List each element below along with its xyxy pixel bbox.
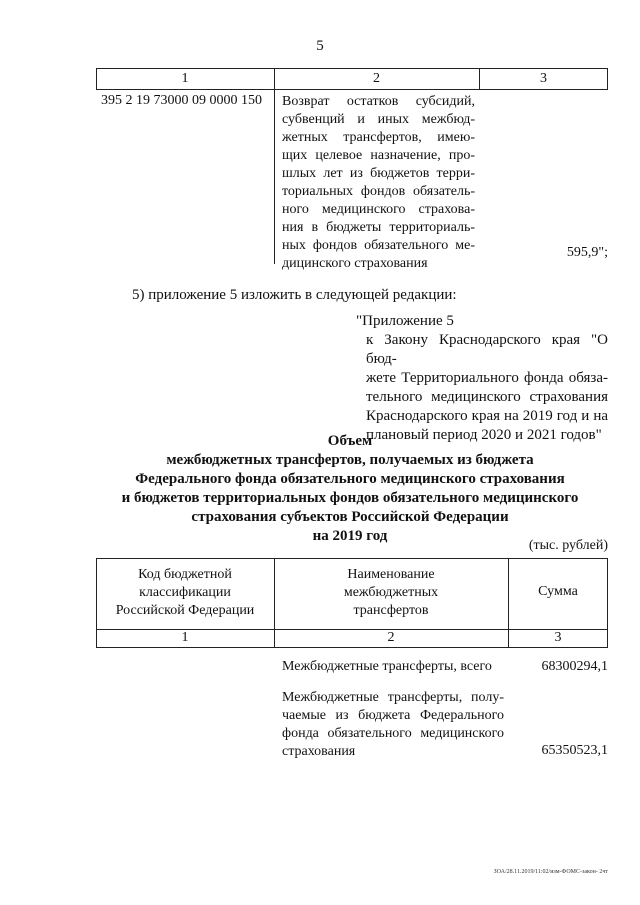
title-line: Федерального фонда обязательного медицинского страхования [135,471,565,487]
header-name [274,566,508,620]
row-name: Межбюджетные трансферты, всего [282,659,492,674]
annex-line: к Закону Краснодарского края "О бюд- [366,332,608,367]
name-line: дицинского страхования [282,256,428,271]
row-amount: 68300294,1 [541,659,608,674]
footer-stamp: ЗОА/28.11.2019/11:02/изм-ФОМС-закон- 2чт [493,869,608,875]
header-code [96,566,274,620]
transfer-name [282,93,475,273]
header-line: Российской Федерации [115,603,255,618]
name-line: ториальных фондов обязатель- [282,184,475,199]
annex-line: Краснодарского края на 2019 год и на [366,408,608,424]
name-line: шлых лет из бюджетов терри- [282,166,475,181]
units-label: (тыс. рублей) [528,538,608,553]
amount: 595,9"; [566,245,608,260]
name-line: Возврат остатков субсидий, [282,94,475,109]
header-amount: Сумма [538,584,578,599]
name-line: ного медицинского страхова- [282,202,475,217]
row-name-line: чаемые из бюджета Федерального [282,708,504,723]
title-line: и бюджетов территориальных фондов обязательного медицинского [121,490,579,506]
name-line: субвенций и иных межбюд- [282,112,475,127]
header-col-1: 1 [181,71,189,86]
column-number: 2 [387,630,395,645]
name-line: ния в бюджеты территориаль- [282,220,475,235]
column-divider [274,68,275,264]
name-line: ных фондов обязательного ме- [282,238,475,253]
amendment-item: 5) приложение 5 изложить в следующей редакции: [132,287,457,303]
budget-code: 395 2 19 73000 09 0000 150 [101,93,262,108]
header-line: классификации [139,585,231,600]
column-number: 3 [554,630,562,645]
annex-line: плановый период 2020 и 2021 годов" [366,427,602,443]
column-number: 1 [181,630,189,645]
document-title [60,432,640,546]
title-line: межбюджетных трансфертов, получаемых из бюджета [166,452,534,468]
name-line: щих целевое назначение, про- [282,148,475,163]
title-line: Объем [327,433,373,449]
name-line: жетных трансфертов, имею- [282,130,475,145]
row-name-line: Межбюджетные трансферты, полу- [282,690,504,705]
row-name-line: страхования [282,744,356,759]
annex-line: жете Территориального фонда обяза- [366,370,608,386]
header-col-2: 2 [373,71,380,86]
row-amount: 65350523,1 [541,743,608,758]
title-line: страхования субъектов Российской Федерации [191,509,509,525]
annex-reference [356,312,608,445]
page-number: 5 [316,38,324,54]
annex-line: тельного медицинского страхования [366,389,608,405]
header-line: Код бюджетной [138,567,232,582]
annex-first-line: "Приложение 5 [356,313,454,329]
header-col-3: 3 [540,71,547,86]
header-line: межбюджетных [343,585,439,600]
row-name-line: фонда обязательного медицинского [282,726,504,741]
row-name [282,689,504,761]
header-line: Наименование [347,567,435,582]
header-line: трансфертов [353,603,429,618]
title-line: на 2019 год [312,528,388,544]
